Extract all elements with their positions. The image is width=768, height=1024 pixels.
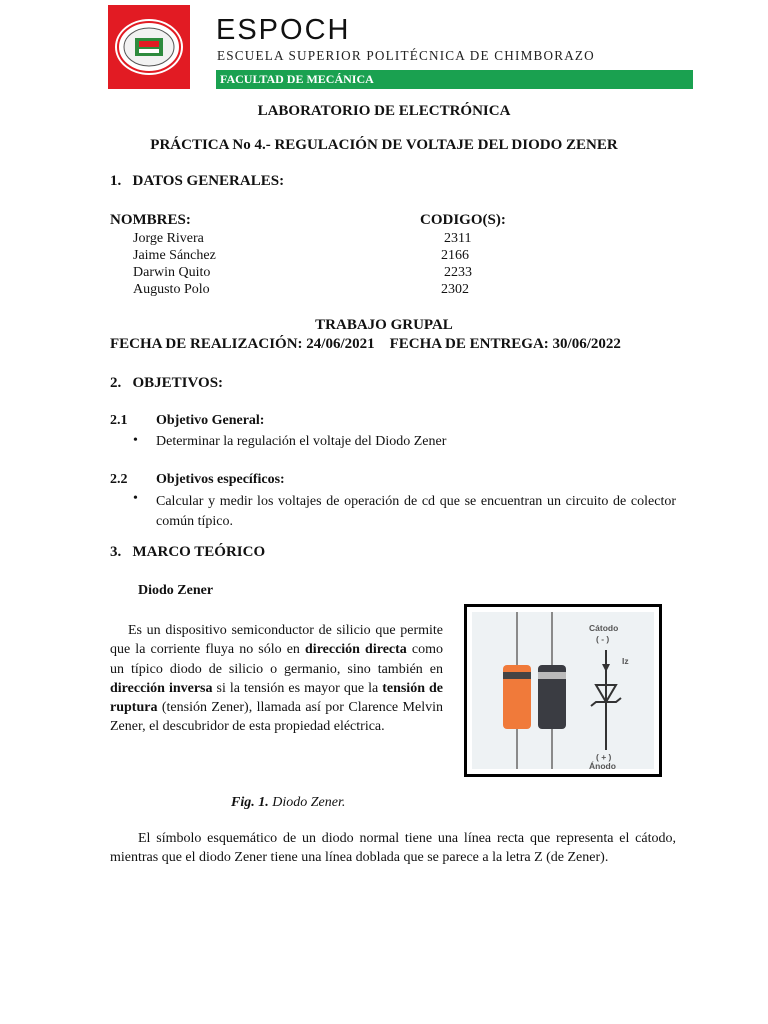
zener-subheading: Diodo Zener — [138, 583, 214, 598]
cathode-sign: ( - ) — [596, 634, 610, 644]
cathode-label: Cátodo — [589, 623, 619, 633]
espoch-logo — [108, 5, 190, 89]
faculty-bar — [216, 70, 693, 89]
member-name: Augusto Polo — [133, 282, 210, 297]
group-work-label: TRABAJO GRUPAL — [315, 317, 453, 333]
bullet-icon: • — [133, 433, 138, 448]
bold-term: dirección inversa — [110, 680, 213, 696]
member-code: 2302 — [441, 282, 469, 297]
specific-objective-title: Objetivos específicos: — [156, 472, 285, 487]
faculty-label: FACULTAD DE MECÁNICA — [220, 72, 374, 86]
section-1-heading: 1. DATOS GENERALES: — [110, 173, 285, 189]
names-header: NOMBRES: — [110, 212, 191, 228]
figure-caption — [231, 795, 345, 811]
text-run: si la tensión es mayor que la — [212, 680, 383, 696]
bullet-icon: • — [133, 491, 138, 506]
dates-line: FECHA DE REALIZACIÓN: 24/06/2021 FECHA DE ENTREGA: 30/06/2022 — [110, 336, 621, 352]
member-code: 2311 — [444, 231, 472, 246]
zener-diode-illustration — [472, 612, 654, 769]
specific-objective-number: 2.2 — [110, 472, 128, 487]
text-run: (tensión Zener), llamada así por Clarence Melvin Zener, el descubridor de esta propiedad eléctrica. — [110, 700, 443, 735]
member-code: 2166 — [441, 248, 469, 263]
general-objective-title: Objetivo General: — [156, 413, 265, 428]
zener-description — [110, 621, 443, 737]
caption-label: Fig. 1. — [231, 795, 269, 810]
specific-objective-item: Calcular y medir los voltajes de operación de cd que se encuentran un circuito de colector común típico. — [156, 494, 676, 529]
lab-title: LABORATORIO DE ELECTRÓNICA — [257, 103, 511, 119]
bold-term: tensión de ruptura — [110, 680, 443, 716]
anode-sign: ( + ) — [596, 752, 612, 762]
member-code: 2233 — [444, 265, 472, 280]
zener-figure-canvas — [472, 612, 654, 769]
member-name: Jorge Rivera — [133, 231, 204, 246]
espoch-seal-icon — [113, 16, 185, 78]
bold-term: dirección directa — [305, 642, 407, 658]
general-objective-number: 2.1 — [110, 413, 128, 428]
general-objective-item: Determinar la regulación el voltaje del Diodo Zener — [156, 434, 447, 449]
anode-label: Ánodo — [589, 761, 616, 771]
member-name: Darwin Quito — [133, 265, 211, 280]
practice-title: PRÁCTICA No 4.- REGULACIÓN DE VOLTAJE DEL DIODO ZENER — [150, 137, 618, 153]
caption-text: Diodo Zener. — [268, 795, 346, 810]
text-run: como un típico diodo de silicio o germanio, sino también en — [110, 642, 443, 677]
member-name: Jaime Sánchez — [133, 248, 216, 263]
current-label: Iz — [622, 656, 629, 666]
brand-name: ESPOCH — [216, 14, 351, 46]
section-2-heading: 2. OBJETIVOS: — [110, 375, 224, 391]
section-3-heading: 3. MARCO TEÓRICO — [110, 544, 266, 560]
zener-figure — [464, 604, 662, 777]
text-run: Es un dispositivo semiconductor de silicio que permite que la corriente fluya no sólo en — [110, 623, 443, 658]
zener-symbol-paragraph: El símbolo esquemático de un diodo normal tiene una línea recta que representa el cátodo, mientras que el diodo Zener tiene una línea doblada que se parece a la letra Z (de Zener). — [110, 831, 676, 866]
codes-header: CODIGO(S): — [420, 212, 506, 228]
institution-name: ESCUELA SUPERIOR POLITÉCNICA DE CHIMBORAZO — [217, 48, 595, 63]
